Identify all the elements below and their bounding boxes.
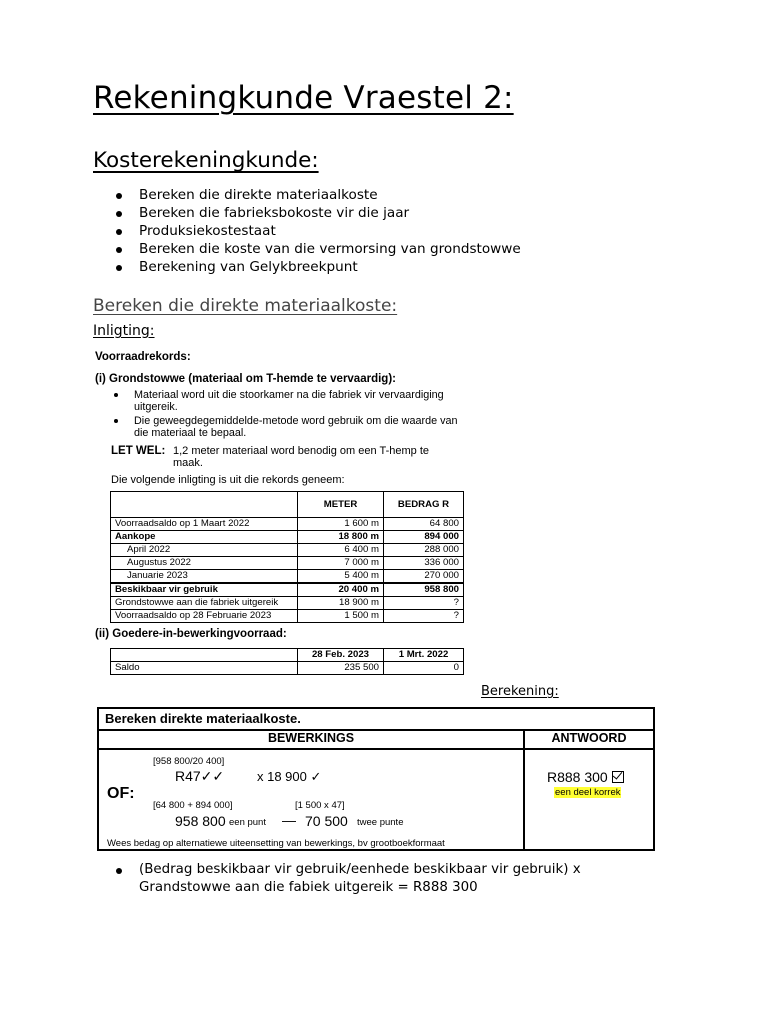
table-cell: 1 500 m bbox=[298, 610, 384, 623]
list-item: Bereken die direkte materiaalkoste bbox=[111, 186, 521, 204]
list-item: Produksiekostestaat bbox=[111, 222, 521, 240]
or-label: OF: bbox=[107, 785, 135, 802]
table-cell: Januarie 2023 bbox=[111, 570, 298, 584]
part2-heading: (ii) Goedere-in-bewerkingvoorraad: bbox=[95, 628, 287, 640]
table-row bbox=[111, 557, 464, 570]
checkbox-icon bbox=[612, 771, 624, 783]
table-cell: Beskikbaar vir gebruik bbox=[111, 583, 298, 597]
mark-label: een punt bbox=[229, 817, 266, 828]
section-heading: Bereken die direkte materiaalkoste: bbox=[93, 296, 398, 316]
table-cell: ? bbox=[384, 610, 464, 623]
memo-note: Wees bedag op alternatiewe uiteensetting van bewerkings, bv grootboekformaat bbox=[107, 838, 445, 849]
table-cell: 894 000 bbox=[384, 531, 464, 544]
table-cell: Voorraadsaldo op 28 Februarie 2023 bbox=[111, 610, 298, 623]
answer-text: R888 300 bbox=[547, 769, 608, 785]
working-multiply: x 18 900 ✓ bbox=[257, 769, 322, 784]
list-item: (Bedrag beskikbaar vir gebruik/eenhede beskikbaar vir gebruik) x Grandstowwe aan die fabiek uitgereik = R888 300 bbox=[111, 861, 631, 897]
table-row bbox=[111, 544, 464, 557]
table-cell: 18 900 m bbox=[298, 597, 384, 610]
table-cell: 64 800 bbox=[384, 518, 464, 531]
table-row bbox=[111, 610, 464, 623]
minus-sign: — bbox=[282, 812, 296, 828]
scan-bullet: Die geweegdegemiddelde-metode word gebruik om die waarde van die materiaal te bepaal. bbox=[134, 415, 474, 439]
table-header bbox=[111, 649, 298, 662]
footer-list bbox=[111, 861, 631, 897]
inventory-table bbox=[110, 491, 464, 623]
table-header bbox=[111, 492, 298, 518]
page-subtitle: Kosterekeningkunde: bbox=[93, 148, 319, 173]
scan-intro: Die volgende inligting is uit die rekords geneem: bbox=[111, 474, 345, 486]
table-header: 28 Feb. 2023 bbox=[298, 649, 384, 662]
mark-label: twee punte bbox=[357, 817, 404, 828]
answer-value bbox=[547, 769, 624, 785]
answer-note: een deel korrek bbox=[555, 787, 621, 798]
table-cell: 336 000 bbox=[384, 557, 464, 570]
scan-heading: Voorraadrekords: bbox=[95, 351, 191, 363]
table-cell: Saldo bbox=[111, 662, 298, 675]
topic-list bbox=[111, 186, 521, 276]
table-cell: Grondstowwe aan die fabriek uitgereik bbox=[111, 597, 298, 610]
table-row bbox=[111, 570, 464, 584]
wip-table bbox=[110, 648, 464, 675]
table-cell: 7 000 m bbox=[298, 557, 384, 570]
table-header: 1 Mrt. 2022 bbox=[384, 649, 464, 662]
memo-box bbox=[97, 707, 655, 851]
divider bbox=[523, 729, 525, 849]
table-cell: 0 bbox=[384, 662, 464, 675]
info-label: Inligting: bbox=[93, 323, 155, 339]
memo-title: Bereken direkte materiaalkoste. bbox=[105, 711, 301, 726]
part1-heading: (i) Grondstowwe (materiaal om T-hemde te vervaardig): bbox=[95, 373, 396, 385]
table-cell: Voorraadsaldo op 1 Maart 2022 bbox=[111, 518, 298, 531]
table-row bbox=[111, 597, 464, 610]
scan-bullet: Materiaal word uit die stoorkamer na die fabriek vir vervaardiging uitgereik. bbox=[134, 389, 474, 413]
list-item: Bereken die fabrieksbokoste vir die jaar bbox=[111, 204, 521, 222]
workings-header: BEWERKINGS bbox=[267, 731, 355, 745]
working-value: 70 500 bbox=[305, 813, 348, 829]
table-header: METER bbox=[298, 492, 384, 518]
table-cell: 5 400 m bbox=[298, 570, 384, 584]
table-row bbox=[111, 518, 464, 531]
table-header: BEDRAG R bbox=[384, 492, 464, 518]
table-cell: ? bbox=[384, 597, 464, 610]
list-item: Berekening van Gelykbreekpunt bbox=[111, 258, 521, 276]
calc-label: Berekening: bbox=[481, 684, 559, 699]
divider bbox=[99, 748, 653, 750]
table-cell: 270 000 bbox=[384, 570, 464, 584]
table-cell: Aankope bbox=[111, 531, 298, 544]
table-cell: 288 000 bbox=[384, 544, 464, 557]
let-wel-label: LET WEL: bbox=[111, 445, 166, 457]
table-cell: 18 800 m bbox=[298, 531, 384, 544]
working-bracket: [1 500 x 47] bbox=[295, 800, 345, 811]
table-cell: 20 400 m bbox=[298, 583, 384, 597]
working-value: 958 800 bbox=[175, 813, 226, 829]
working-bracket: [958 800/20 400] bbox=[153, 756, 225, 767]
table-cell: Augustus 2022 bbox=[111, 557, 298, 570]
working-value: R47✓✓ bbox=[175, 768, 225, 784]
table-row bbox=[111, 531, 464, 544]
table-cell: 235 500 bbox=[298, 662, 384, 675]
table-cell: 6 400 m bbox=[298, 544, 384, 557]
table-row bbox=[111, 662, 464, 675]
let-wel-text: 1,2 meter materiaal word benodig om een T-hemp te maak. bbox=[173, 445, 429, 469]
table-cell: April 2022 bbox=[111, 544, 298, 557]
list-item: Bereken die koste van die vermorsing van grondstowwe bbox=[111, 240, 521, 258]
answer-header: ANTWOORD bbox=[551, 731, 627, 745]
page-title: Rekeningkunde Vraestel 2: bbox=[93, 80, 514, 116]
table-cell: 1 600 m bbox=[298, 518, 384, 531]
table-cell: 958 800 bbox=[384, 583, 464, 597]
table-row bbox=[111, 583, 464, 597]
working-bracket: [64 800 + 894 000] bbox=[153, 800, 233, 811]
